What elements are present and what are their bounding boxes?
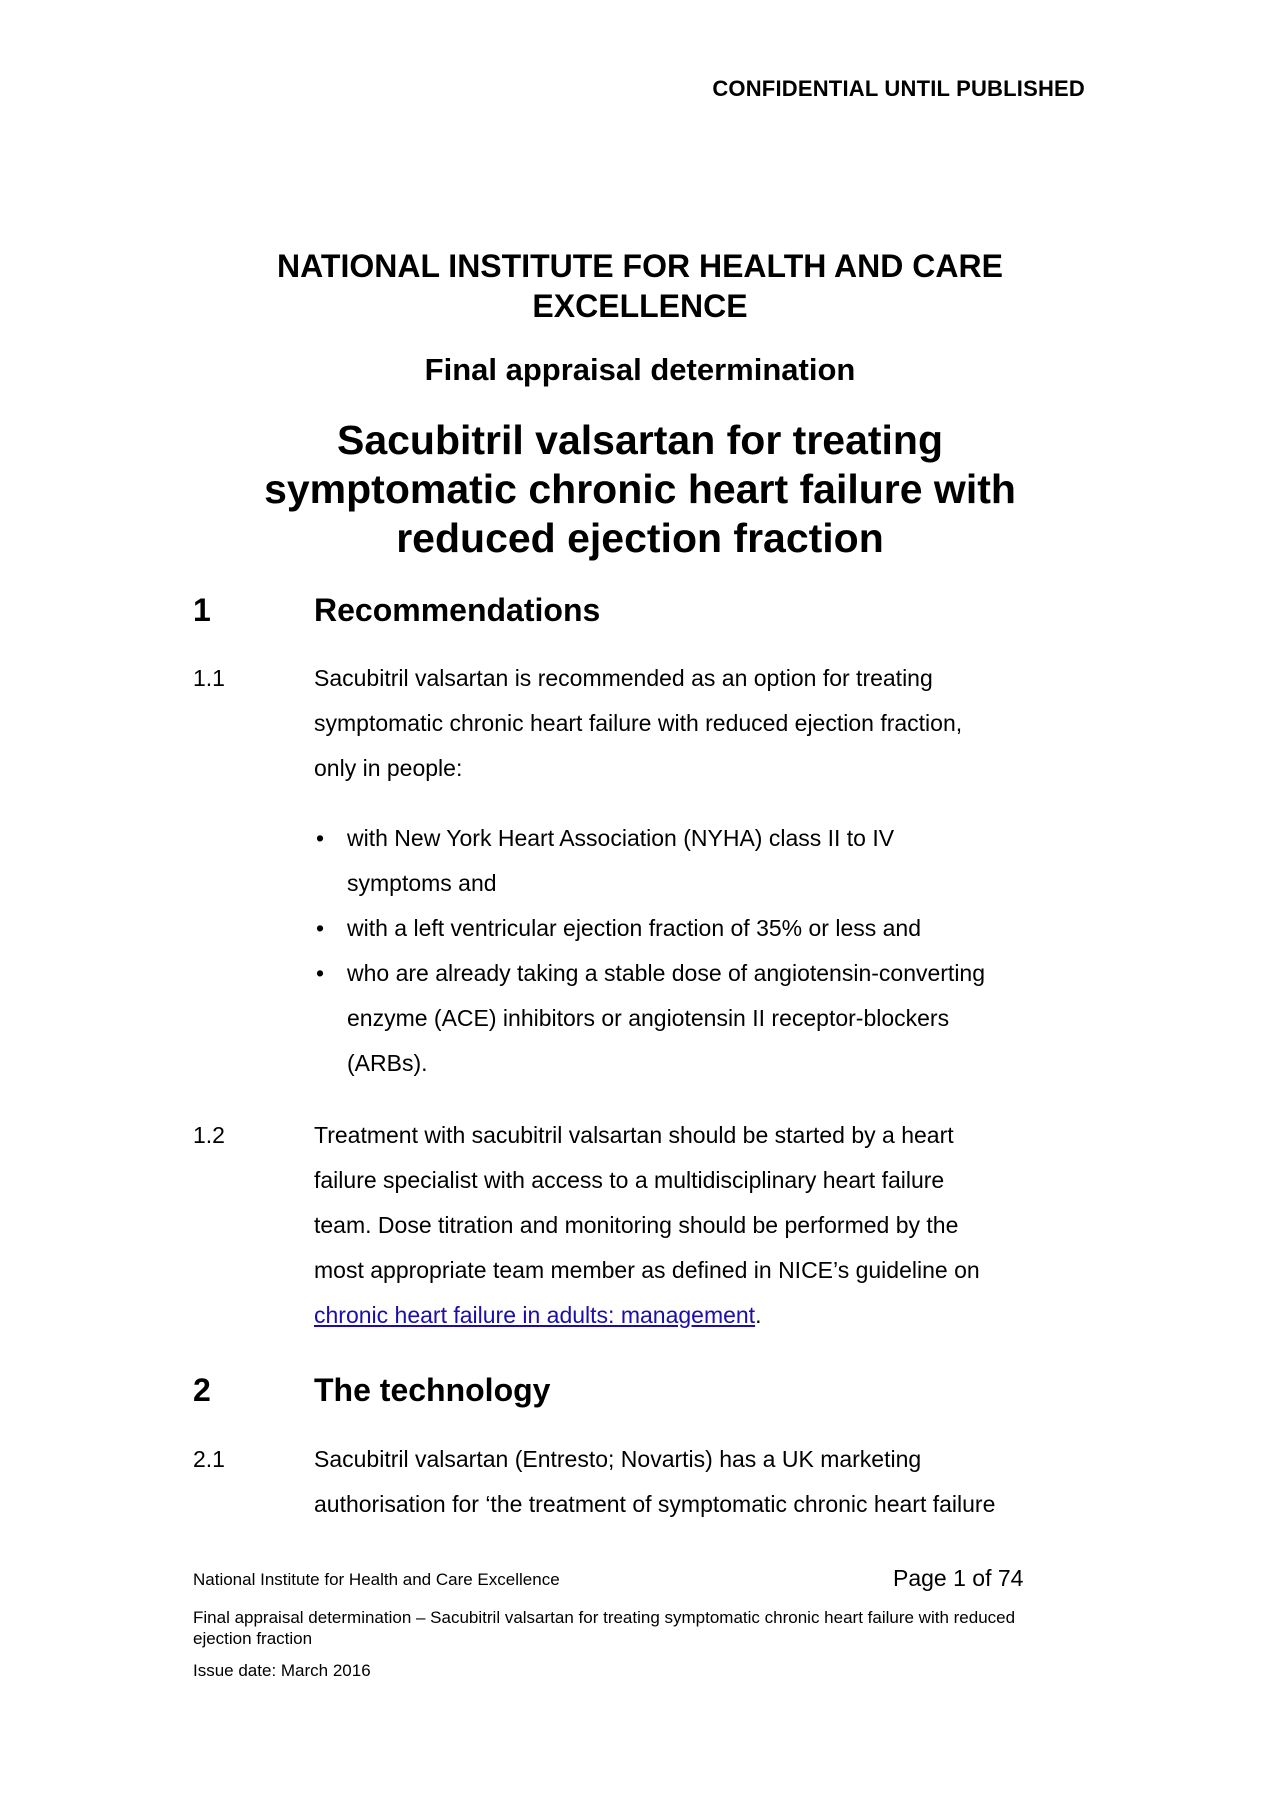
paragraph-number: 1.1 bbox=[193, 665, 225, 691]
bullet-list bbox=[314, 816, 1094, 1086]
paragraph-text bbox=[314, 656, 1094, 791]
title-line: reduced ejection fraction bbox=[396, 515, 884, 561]
text-line: most appropriate team member as defined in NICE’s guideline on bbox=[314, 1257, 980, 1283]
bullet-icon: • bbox=[316, 825, 325, 851]
organisation-name bbox=[190, 246, 1090, 326]
title-line: symptomatic chronic heart failure with bbox=[264, 466, 1016, 512]
bullet-icon: • bbox=[316, 960, 325, 986]
paragraph-text bbox=[314, 1437, 1094, 1527]
text-line: enzyme (ACE) inhibitors or angiotensin II receptor-blockers bbox=[347, 1005, 950, 1031]
issue-date: Issue date: March 2016 bbox=[193, 1661, 371, 1680]
guideline-link[interactable]: chronic heart failure in adults: management bbox=[314, 1302, 756, 1328]
footer-organisation: National Institute for Health and Care Excellence bbox=[193, 1570, 560, 1589]
text-line: Treatment with sacubitril valsartan should be started by a heart bbox=[314, 1122, 954, 1148]
text-line: only in people: bbox=[314, 755, 463, 781]
text-line bbox=[314, 1293, 1094, 1338]
paragraph-number: 2.1 bbox=[193, 1446, 225, 1472]
document-type: Final appraisal determination bbox=[424, 352, 856, 387]
footer-description: Final appraisal determination – Sacubitril valsartan for treating symptomatic chronic heart failure with reduced ejection fraction bbox=[193, 1608, 1016, 1648]
text-line: authorisation for ‘the treatment of symptomatic chronic heart failure bbox=[314, 1491, 996, 1517]
sentence-end: . bbox=[755, 1302, 762, 1328]
text-line: team. Dose titration and monitoring should be performed by the bbox=[314, 1212, 959, 1238]
organisation-line: EXCELLENCE bbox=[532, 288, 748, 324]
text-line: (ARBs). bbox=[347, 1050, 428, 1076]
bullet-icon: • bbox=[316, 915, 325, 941]
text-line: with New York Heart Association (NYHA) class II to IV bbox=[347, 825, 895, 851]
section-number: 1 bbox=[193, 592, 211, 628]
list-item bbox=[314, 816, 1094, 906]
list-item bbox=[314, 951, 1094, 1086]
text-line: failure specialist with access to a multidisciplinary heart failure bbox=[314, 1167, 945, 1193]
list-item bbox=[314, 906, 1094, 951]
text-line: symptoms and bbox=[347, 870, 497, 896]
text-line: Sacubitril valsartan (Entresto; Novartis) has a UK marketing bbox=[314, 1446, 922, 1472]
confidential-banner: CONFIDENTIAL UNTIL PUBLISHED bbox=[712, 76, 1085, 101]
document-title bbox=[190, 416, 1090, 563]
text-line: with a left ventricular ejection fraction of 35% or less and bbox=[347, 915, 922, 941]
paragraph-number: 1.2 bbox=[193, 1122, 225, 1148]
section-heading: The technology bbox=[314, 1372, 551, 1408]
text-line: Sacubitril valsartan is recommended as an option for treating bbox=[314, 665, 933, 691]
organisation-line: NATIONAL INSTITUTE FOR HEALTH AND CARE bbox=[277, 248, 1003, 284]
section-heading: Recommendations bbox=[314, 592, 601, 628]
title-line: Sacubitril valsartan for treating bbox=[336, 417, 944, 463]
paragraph-text bbox=[314, 1113, 1094, 1338]
text-line: symptomatic chronic heart failure with reduced ejection fraction, bbox=[314, 710, 963, 736]
section-number: 2 bbox=[193, 1372, 211, 1408]
text-line: who are already taking a stable dose of angiotensin-converting bbox=[347, 960, 986, 986]
page-number: Page 1 of 74 bbox=[893, 1565, 1024, 1591]
